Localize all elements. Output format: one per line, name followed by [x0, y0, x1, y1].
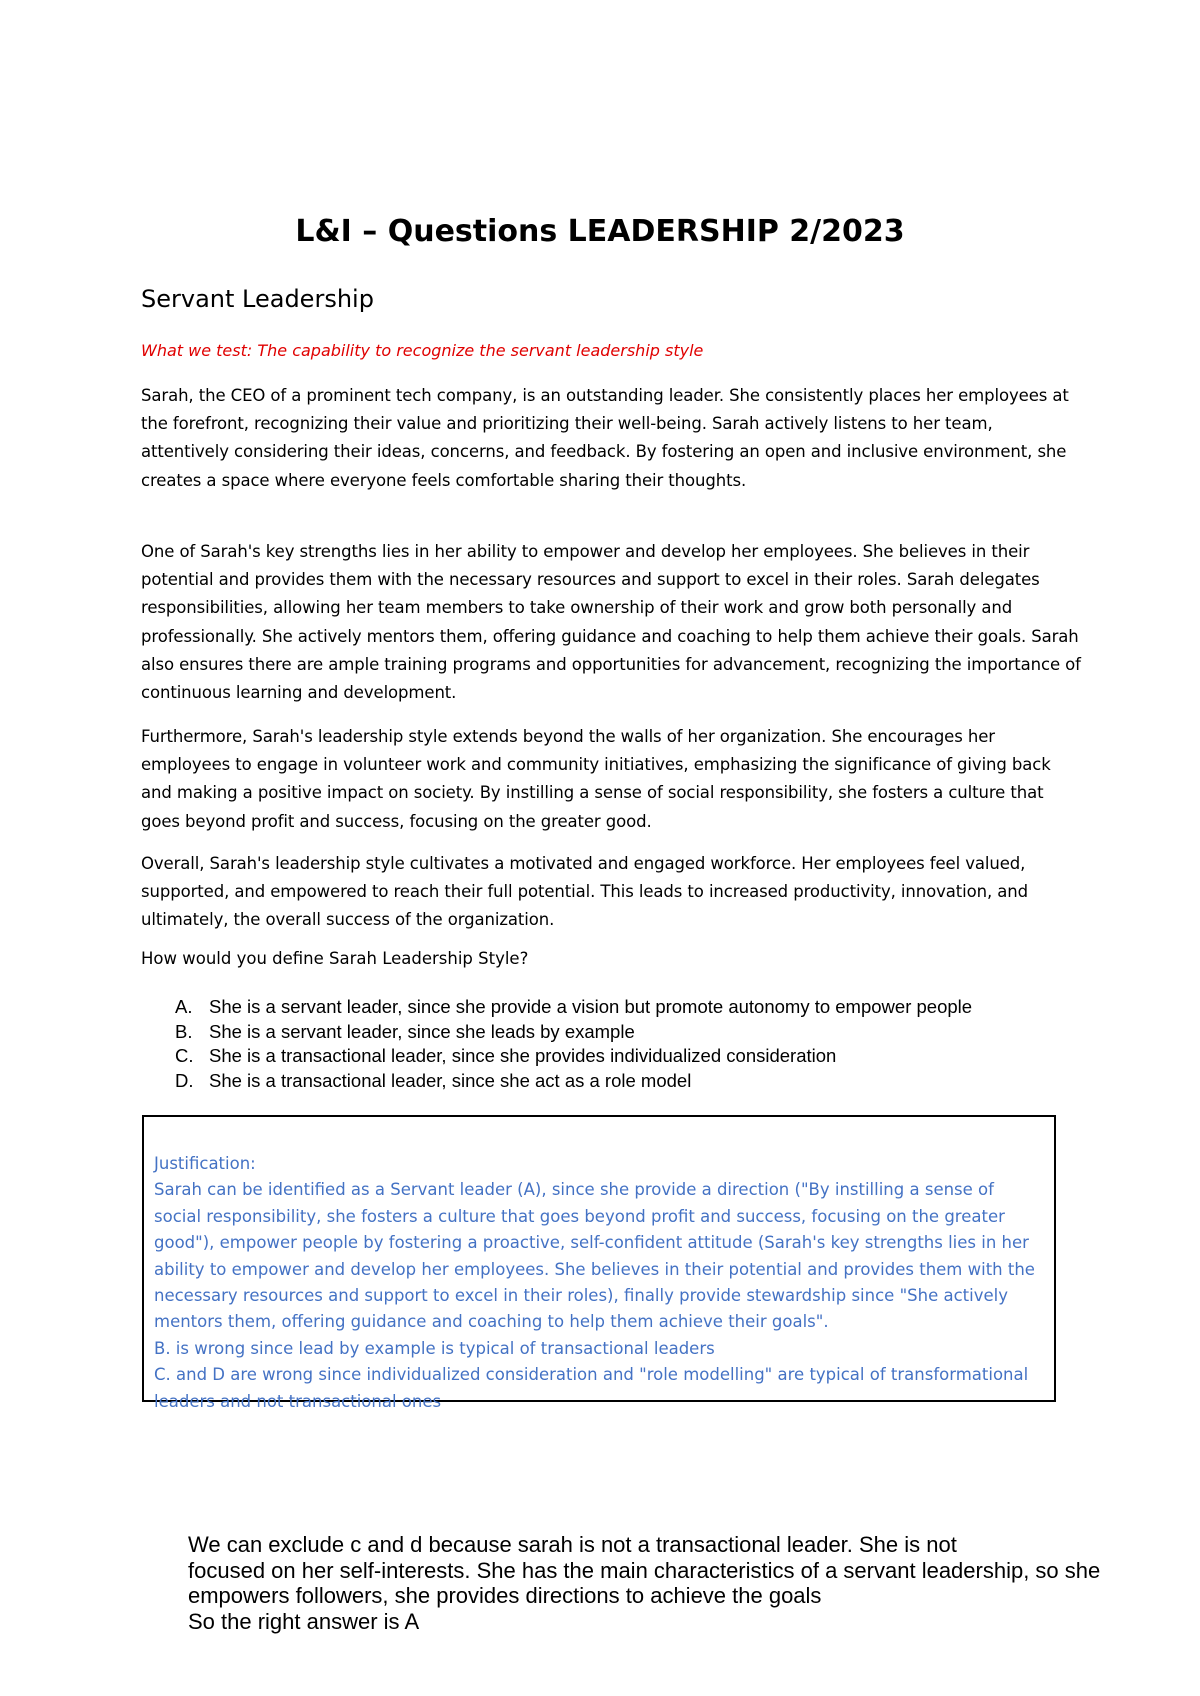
answer-option-d: [141, 1069, 1081, 1094]
scenario-paragraph-2: One of Sarah's key strengths lies in her ability to empower and develop her employees. She believes in their potential and provides them with the necessary resources and support to excel in their roles. Sarah delegates responsibilities, allowing her team members to take ownership of their work and grow both personally and professionally. She actively mentors them, offering guidance and coaching to help them achieve their goals. Sarah also ensures there are ample training programs and opportunities for advancement, recognizing the importance of continuous learning and development.: [141, 542, 1081, 703]
option-letter: D.: [175, 1069, 194, 1091]
justification-option-b: B. is wrong since lead by example is typical of transactional leaders: [154, 1338, 715, 1358]
test-statement: What we test: The capability to recognize the servant leadership style: [141, 341, 704, 360]
scenario-paragraph-3: Furthermore, Sarah's leadership style extends beyond the walls of her organization. She encourages her employees to engage in volunteer work and community initiatives, emphasizing the significance of giving back and making a positive impact on society. By instilling a sense of social responsibility, she fosters a culture that goes beyond profit and success, focusing on the greater good.: [141, 727, 1051, 831]
option-letter: B.: [175, 1020, 193, 1042]
question-text: How would you define Sarah Leadership Style?: [141, 949, 529, 968]
option-letter: A.: [175, 996, 193, 1017]
scenario-paragraph-1: Sarah, the CEO of a prominent tech company, is an outstanding leader. She consistently places her employees at the forefront, recognizing their value and prioritizing their well-being. Sarah actively listens to her team, attentively considering their ideas, concerns, and feedback. By fostering an open and inclusive environment, she creates a space where everyone feels comfortable sharing their thoughts.: [141, 386, 1069, 490]
section-heading: Servant Leadership: [141, 285, 374, 313]
note-line-1: We can exclude c and d because sarah is not a transactional leader. She is not: [188, 1532, 957, 1557]
note-line-3: empowers followers, she provides directions to achieve the goals: [188, 1583, 822, 1608]
answer-option-a: [141, 995, 1081, 1020]
answer-options-list: [141, 995, 1081, 1093]
note-line-2: focused on her self-interests. She has the main characteristics of a servant leadership, so she: [188, 1557, 1101, 1583]
handwritten-note: [188, 1532, 1188, 1634]
option-text: She is a transactional leader, since she provides individualized consideration: [209, 1045, 837, 1066]
answer-option-b: [141, 1020, 1081, 1045]
answer-option-c: [141, 1044, 1081, 1069]
justification-heading: Justification:: [154, 1154, 256, 1173]
justification-box: [142, 1115, 1056, 1411]
scenario-paragraph-4: Overall, Sarah's leadership style cultivates a motivated and engaged workforce. Her employees feel valued, supported, and empowered to reach their full potential. This leads to increased productivity, innovation, and ultimately, the overall success of the organization.: [141, 854, 1029, 930]
justification-body: Sarah can be identified as a Servant leader (A), since she provide a direction ("By instilling a sense of social responsibility, she fosters a culture that goes beyond profit and success, focusing on the greater good"), empower people by fostering a proactive, self-confident attitude (Sarah's key strengths lies in her ability to empower and develop her employees. She believes in their potential and provides them with the necessary resources and support to excel in their roles), finally provide stewardship since "She actively mentors them, offering guidance and coaching to help them achieve their goals".: [154, 1180, 1035, 1332]
option-text: She is a servant leader, since she provide a vision but promote autonomy to empower people: [209, 996, 973, 1017]
justification-option-cd: C. and D are wrong since individualized consideration and "role modelling" are typical of transformational leaders and not transactional ones: [154, 1365, 1029, 1411]
option-text: She is a servant leader, since she leads by example: [209, 1020, 635, 1042]
option-letter: C.: [175, 1045, 194, 1066]
note-line-4: So the right answer is A: [188, 1608, 420, 1634]
option-text: She is a transactional leader, since she act as a role model: [209, 1069, 692, 1091]
page-title: L&I – Questions LEADERSHIP 2/2023: [295, 214, 905, 249]
